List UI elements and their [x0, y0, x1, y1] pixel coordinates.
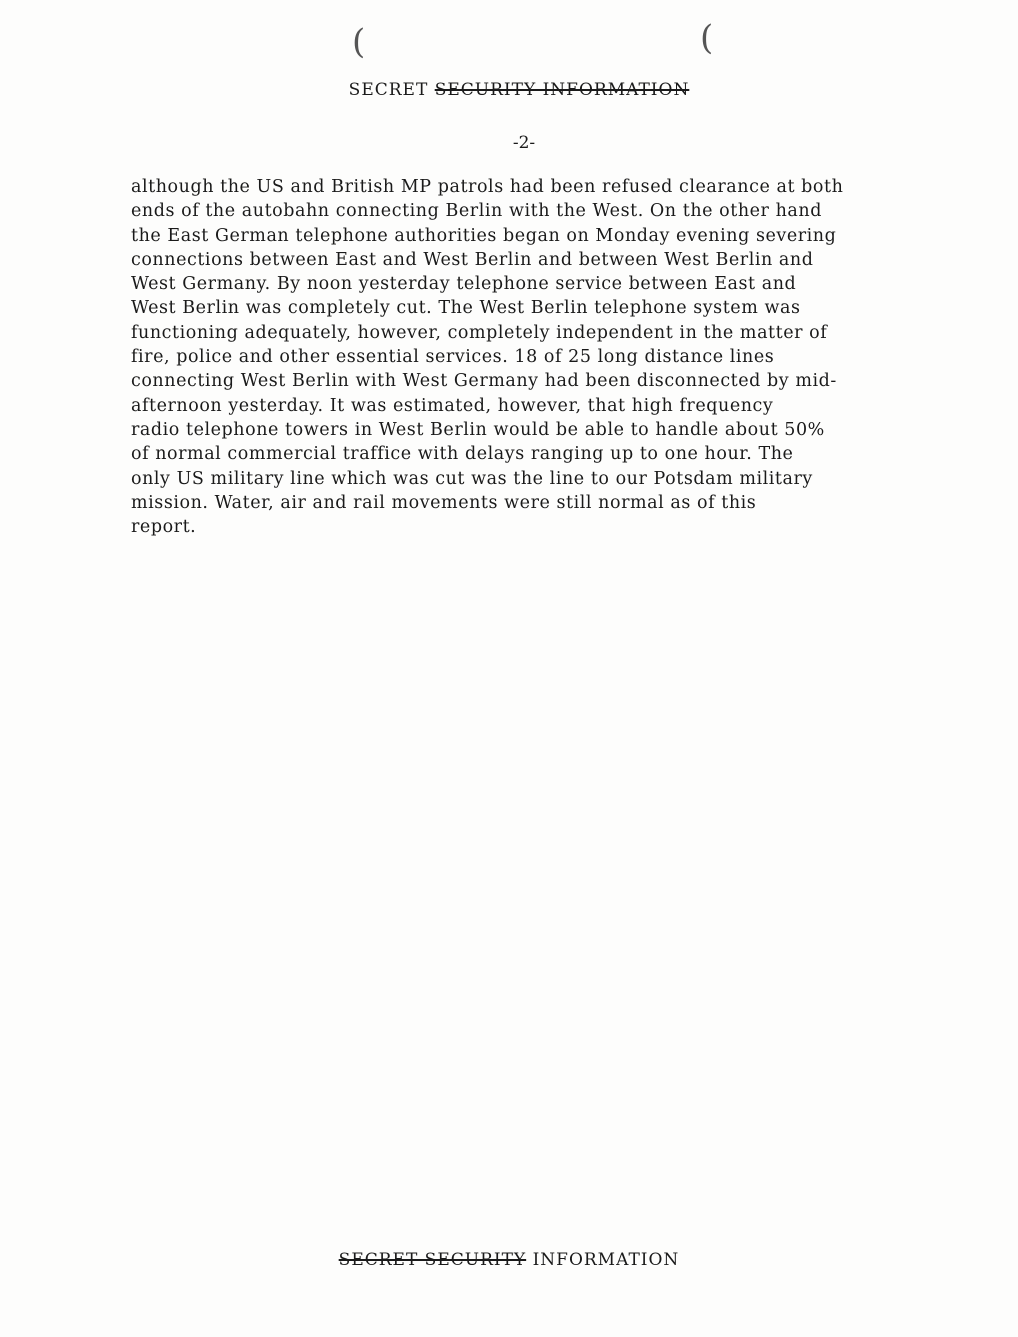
- body-line: functioning adequately, however, completely independent in the matter of: [131, 322, 828, 343]
- footer-classification: [0, 1250, 1018, 1270]
- footer-classification-struck: SECRET SECURITY: [338, 1250, 527, 1270]
- body-line: although the US and British MP patrols had been refused clearance at both: [131, 177, 844, 197]
- body-line: connections between East and West Berlin and between West Berlin and: [131, 249, 814, 270]
- binding-mark-left: (: [352, 22, 366, 62]
- body-line: report.: [131, 517, 197, 538]
- body-line: West Germany. By noon yesterday telephone service between East and: [131, 274, 797, 295]
- binding-mark-right: (: [700, 18, 714, 58]
- body-line: West Berlin was completely cut. The West Berlin telephone system was: [131, 298, 801, 319]
- header-classification-plain: SECRET: [348, 80, 429, 100]
- footer-classification-plain: INFORMATION: [532, 1250, 680, 1270]
- header-classification: [0, 80, 1018, 100]
- body-line: radio telephone towers in West Berlin would be able to handle about 50%: [131, 419, 825, 440]
- body-line: mission. Water, air and rail movements were still normal as of this: [131, 492, 757, 513]
- body-line: ends of the autobahn connecting Berlin with the West. On the other hand: [131, 201, 822, 222]
- body-line: only US military line which was cut was the line to our Potsdam military: [131, 468, 813, 489]
- body-line: fire, police and other essential services. 18 of 25 long distance lines: [131, 347, 775, 368]
- header-classification-struck: SECURITY INFORMATION: [434, 80, 690, 100]
- body-line: connecting West Berlin with West Germany had been disconnected by mid-: [131, 371, 837, 392]
- page-number: -2-: [512, 133, 536, 153]
- body-line: afternoon yesterday. It was estimated, however, that high frequency: [131, 395, 774, 416]
- body-line: of normal commercial traffice with delays ranging up to one hour. The: [131, 444, 794, 465]
- body-paragraph: [131, 175, 931, 539]
- body-line: the East German telephone authorities began on Monday evening severing: [131, 225, 837, 246]
